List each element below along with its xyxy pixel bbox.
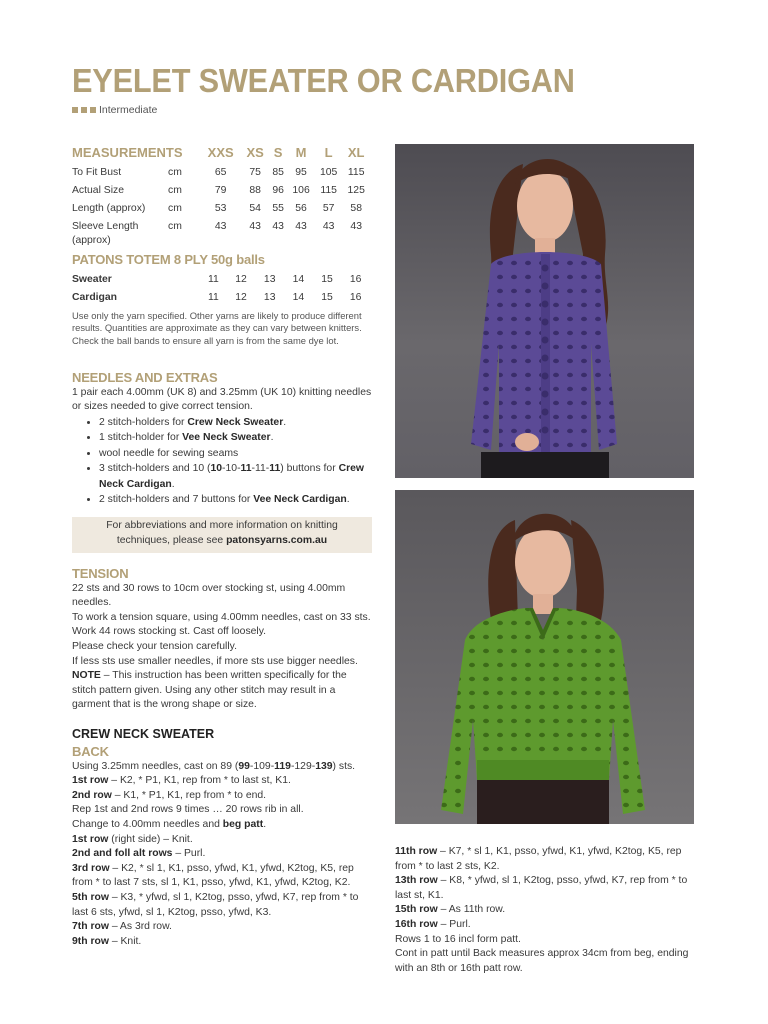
cell: 43 (249, 221, 261, 232)
tension-text: If less sts use smaller needles, if more sts use bigger needles. (72, 655, 358, 667)
level-square-icon (81, 107, 87, 113)
cell: 55 (272, 203, 284, 214)
cell: 58 (350, 203, 362, 214)
cell: 95 (295, 167, 307, 178)
instruction-line: 5th row – K3, * yfwd, sl 1, K2tog, psso, yfwd, K7, rep from * to last 6 sts, yfwd, sl 1, K2tog, psso, yfwd, K3. (72, 891, 359, 918)
measurements-table (72, 146, 370, 248)
row-label: Actual Size (72, 185, 124, 196)
instruction-line: 3rd row – K2, * sl 1, K1, psso, yfwd, K1, yfwd, K2tog, K5, rep from * to last 7 sts, sl 1, K1, psso, yfwd, K1, yfwd, K2tog, K2. (72, 862, 354, 889)
measurements-heading: MEASUREMENTS (72, 145, 183, 160)
size-header: XXS (207, 145, 234, 160)
row-label: Cardigan (72, 291, 118, 303)
cell: 12 (235, 273, 247, 285)
website-link[interactable]: patonsyarns.com.au (226, 534, 328, 546)
instruction-line: Rep 1st and 2nd rows 9 times … 20 rows rib in all. (72, 804, 304, 816)
tension-section (72, 567, 372, 713)
row-unit: cm (168, 185, 182, 196)
cell: 125 (347, 185, 365, 196)
needles-section (72, 371, 372, 508)
list-item: • 2 stitch-holders for Crew Neck Sweater. (99, 415, 372, 431)
table-row (72, 289, 370, 307)
cell: 57 (322, 203, 335, 214)
cell: 13 (263, 273, 276, 285)
skill-level-label: Intermediate (99, 104, 158, 116)
instruction-line: Rows 1 to 16 incl form patt. (395, 933, 521, 945)
cell: 14 (292, 273, 305, 285)
needles-heading: NEEDLES AND EXTRAS (72, 370, 218, 385)
list-item: • 3 stitch-holders and 10 (10-10-11-11-11) buttons for Crew Neck Cardigan. (99, 461, 372, 492)
cell: 11 (207, 273, 219, 285)
list-item: • 2 stitch-holders and 7 buttons for Vee Neck Cardigan. (99, 492, 372, 508)
info-text: techniques, please see (116, 534, 227, 546)
back-section (72, 745, 372, 949)
row-unit: cm (168, 167, 182, 178)
crew-heading: CREW NECK SWEATER (72, 727, 215, 741)
instruction-line: 11th row – K7, * sl 1, K1, psso, yfwd, K1, yfwd, K2tog, K5, rep from * to last 2 sts, K2. (395, 846, 682, 872)
cell: 79 (214, 185, 227, 196)
yarn-note: Use only the yarn specified. Other yarns are likely to produce different results. Quantities are approximate as they can vary between knitters. Check the ball bands to ensure all yarn is from the same dye lot. (72, 310, 362, 346)
row-label: Sleeve Length (approx) (72, 221, 139, 246)
cell: 115 (347, 167, 365, 178)
cell: 11 (207, 291, 219, 303)
cell: 106 (292, 185, 310, 196)
cell: 75 (249, 167, 261, 178)
cell: 43 (322, 221, 335, 232)
needles-list (72, 415, 372, 508)
cell: 65 (214, 167, 227, 178)
yarn-table (72, 271, 370, 307)
cardigan-illustration (395, 144, 694, 478)
table-row (72, 184, 370, 202)
tension-text: 22 sts and 30 rows to 10cm over stocking st, using 4.00mm needles. (72, 582, 346, 609)
tension-text: Please check your tension carefully. (72, 640, 237, 652)
list-item: • 1 stitch-holder for Vee Neck Sweater. (99, 430, 372, 446)
cell: 16 (349, 291, 362, 303)
needles-intro: 1 pair each 4.00mm (UK 8) and 3.25mm (UK 10) knitting needles or sizes needed to give correct tension. (72, 386, 372, 413)
table-row (72, 271, 370, 289)
sweater-illustration (395, 490, 694, 824)
cell: 105 (319, 167, 338, 178)
skill-level (72, 103, 157, 118)
cell: 88 (249, 185, 261, 196)
cell: 43 (272, 221, 284, 232)
instruction-line: Using 3.25mm needles, cast on 89 (99-109-119-129-139) sts. (72, 760, 356, 772)
list-item: • wool needle for sewing seams (99, 446, 372, 462)
table-row (72, 202, 370, 220)
cell: 16 (349, 273, 362, 285)
row-label: To Fit Bust (72, 167, 122, 178)
instruction-line: 7th row – As 3rd row. (72, 921, 172, 933)
sweater-photo (395, 490, 694, 824)
level-square-icon (72, 107, 78, 113)
instruction-line: 2nd row – K1, * P1, K1, rep from * to end. (72, 789, 267, 801)
tension-note: NOTE – This instruction has been written specifically for the stitch pattern given. Using any other stitch may result in a garment that is the wrong shape or size. (72, 670, 347, 711)
instruction-line: Cont in patt until Back measures approx 34cm from beg, ending with an 8th or 16th patt row. (395, 948, 689, 974)
cell: 14 (292, 291, 305, 303)
instruction-line: 15th row – As 11th row. (395, 904, 506, 916)
cell: 115 (320, 185, 337, 196)
row-label: Sweater (72, 273, 112, 285)
cell: 96 (272, 185, 284, 196)
cell: 54 (249, 203, 261, 214)
cell: 15 (321, 273, 333, 285)
cell: 53 (214, 203, 227, 214)
cell: 43 (350, 221, 362, 232)
level-square-icon (90, 107, 96, 113)
cell: 13 (263, 291, 276, 303)
instruction-line: 16th row – Purl. (395, 918, 471, 930)
cell: 56 (295, 203, 307, 214)
row-label: Length (approx) (72, 203, 146, 214)
instruction-line: 1st row – K2, * P1, K1, rep from * to last st, K1. (72, 775, 291, 787)
instruction-line: 1st row (right side) – Knit. (72, 833, 193, 845)
page-title: EYELET SWEATER OR CARDIGAN (72, 62, 575, 99)
cell: 43 (214, 221, 227, 232)
cell: 43 (295, 221, 307, 232)
cell: 12 (235, 291, 247, 303)
tension-text: To work a tension square, using 4.00mm needles, cast on 33 sts. Work 44 rows stocking st. Cast off loosely. (72, 611, 371, 638)
size-header: S (273, 145, 283, 160)
instruction-line: 13th row – K8, * yfwd, sl 1, K2tog, psso, yfwd, K7, rep from * to last st, K1. (395, 875, 688, 901)
instruction-line: Change to 4.00mm needles and beg patt. (72, 818, 267, 830)
instruction-line: 9th row – Knit. (72, 935, 142, 947)
cardigan-photo (395, 144, 694, 478)
row-unit: cm (168, 221, 182, 232)
table-row (72, 220, 370, 248)
info-box (72, 517, 372, 553)
info-text: For abbreviations and more information on knitting (106, 520, 338, 531)
tension-heading: TENSION (72, 566, 129, 581)
pattern-continued (395, 845, 695, 976)
size-header: XL (347, 145, 365, 160)
instruction-line: 2nd and foll alt rows – Purl. (72, 848, 206, 860)
back-heading: BACK (72, 744, 109, 759)
table-row (72, 166, 370, 184)
measurements-header-row (72, 146, 370, 166)
row-unit: cm (168, 203, 182, 214)
size-header: XS (246, 145, 264, 160)
cell: 85 (272, 167, 284, 178)
yarn-heading: PATONS TOTEM 8 PLY 50g balls (72, 252, 265, 267)
size-header: L (324, 145, 333, 160)
size-header: M (295, 145, 307, 160)
cell: 15 (321, 291, 333, 303)
